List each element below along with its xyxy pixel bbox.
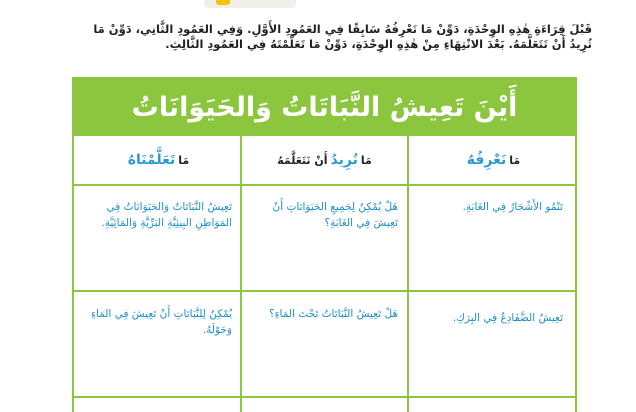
table-banner bbox=[74, 79, 575, 136]
column-header-want bbox=[242, 136, 407, 184]
column-header-prefix: مَا bbox=[509, 153, 521, 167]
table-cell: يُمْكِنُ لِلنَّبَاتَاتِ أَنْ تَعِيشَ فِي المَاءِ وَحَوْلَهُ. bbox=[91, 308, 232, 336]
row-divider bbox=[74, 290, 575, 292]
column-header-suffix: أَنْ نَتَعَلَّمَهُ bbox=[277, 153, 328, 167]
kwl-table bbox=[72, 77, 577, 412]
top-decoration bbox=[204, 0, 296, 8]
column-header-keyword: نَعْرِفُهُ bbox=[466, 152, 507, 168]
column-header-know bbox=[409, 136, 575, 184]
column-header-prefix: مَا bbox=[178, 153, 190, 167]
table-cell: هَلْ يُمْكِنُ لِجَمِيعِ الحَيَوَانَاتِ أَنْ تَعِيشَ فِي الغَابَةِ؟ bbox=[272, 201, 398, 229]
table-cell: تَنْمُو الأَشْجَارُ فِي الغَابَةِ. bbox=[462, 201, 563, 213]
top-decoration-mark bbox=[216, 0, 230, 5]
column-header-keyword: تَعَلَّمْنَاهُ bbox=[127, 152, 176, 168]
table-cell: تَعِيشُ الضَّفَادِعُ فِي البِرَكِ. bbox=[452, 312, 563, 324]
instructions-paragraph bbox=[44, 22, 592, 52]
column-header-prefix: مَا bbox=[360, 153, 372, 167]
table-grid bbox=[74, 136, 575, 412]
table-title: أَيْنَ تَعِيشُ النَّبَاتَاتُ وَالحَيَوَانَاتُ bbox=[131, 92, 518, 123]
instructions-line-1: قَبْلَ قِرَاءَةِ هٰذِهِ الوِحْدَةِ، دَوِّنْ مَا تَعْرِفُهُ سَابِقًا فِي العَمُودِ الأَوَّلِ. وَفِي العَمُودِ الثَّانِي، دَوِّنْ مَا bbox=[93, 22, 592, 36]
row-divider bbox=[74, 396, 575, 398]
table-cell: تَعِيشُ النَّبَاتَاتُ وَالحَيَوَانَاتُ فِي المَوَاطِنِ البِيئِيَّةِ البَرِّيَّةِ وَالمَائِيَّةِ. bbox=[101, 201, 232, 229]
instructions-line-2: تُرِيدُ أَنْ تَتَعَلَّمَهُ. بَعْدَ الانْتِهَاءِ مِنْ هٰذِهِ الوِحْدَةِ، دَوِّنْ مَا تَعَلَّمْتَهُ فِي العَمُودِ الثَّالِثِ. bbox=[165, 37, 592, 51]
column-header-keyword: نُرِيدُ bbox=[330, 152, 358, 168]
table-cell: هَلْ تَعِيشُ النَّبَاتَاتُ تَحْتَ المَاءِ؟ bbox=[269, 308, 398, 320]
row-divider bbox=[74, 184, 575, 186]
column-header-learned bbox=[74, 136, 240, 184]
